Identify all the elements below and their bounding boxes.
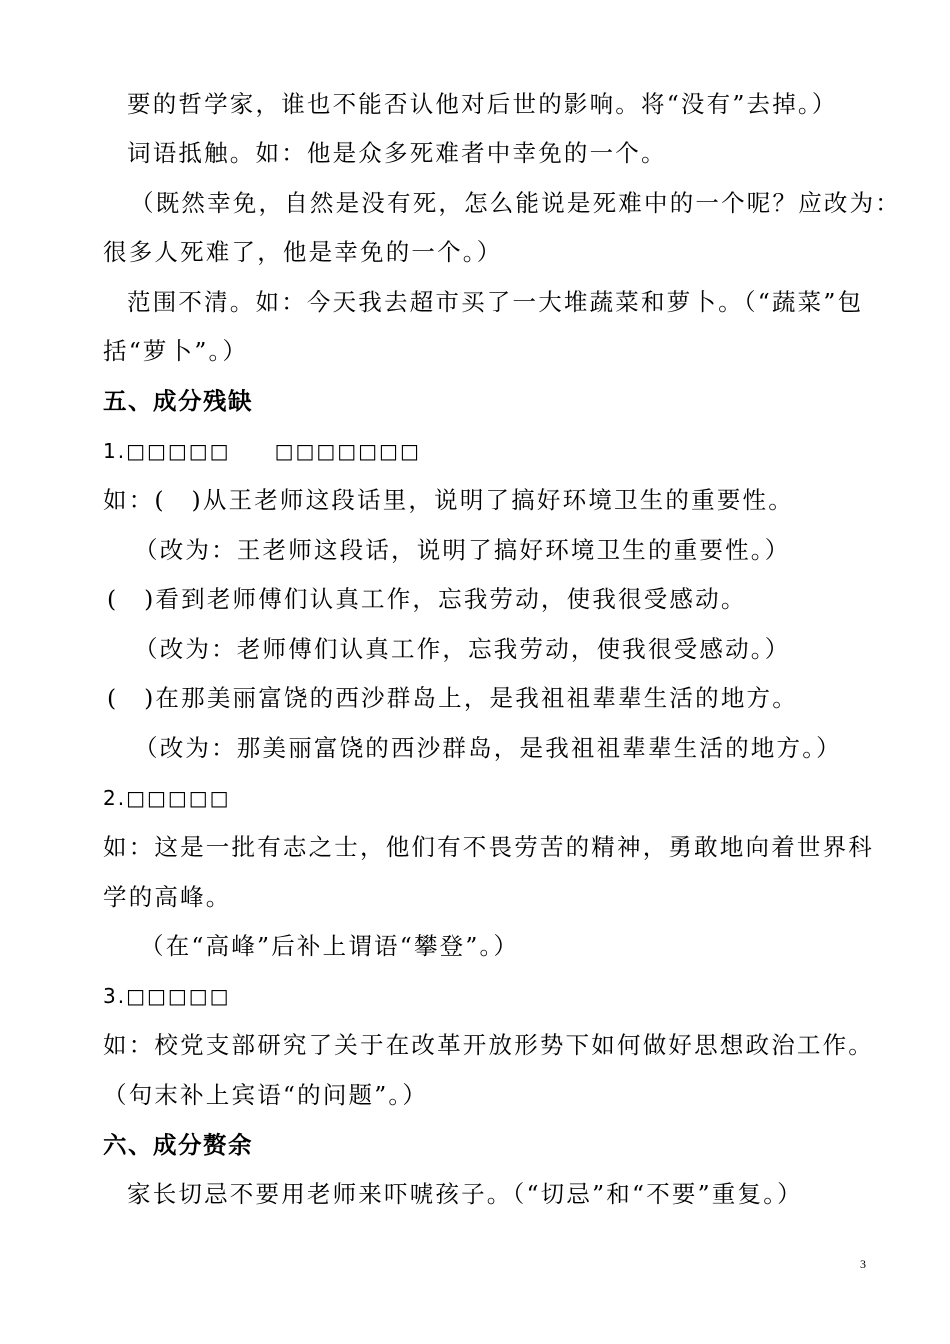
paragraph-line: 要的哲学家，谁也不能否认他对后世的影响。将“没有”去掉。） — [127, 90, 838, 118]
paragraph-line: （既然幸免，自然是没有死，怎么能说是死难中的一个呢？应改为： — [130, 189, 901, 217]
paragraph-line: （改为：王老师这段话，说明了搞好环境卫生的重要性。） — [134, 536, 791, 564]
paragraph-line: ( )看到老师傅们认真工作，忘我劳动，使我很受感动。 — [107, 585, 747, 613]
paragraph-line: 如：这是一批有志之士，他们有不畏劳苦的精神，勇敢地向着世界科 — [103, 833, 874, 861]
paragraph-line: 学的高峰。 — [103, 883, 232, 911]
paragraph-line: （句末补上宾语“的问题”。） — [103, 1081, 429, 1109]
paragraph-line: 词语抵触。如：他是众多死难者中幸免的一个。 — [127, 139, 667, 167]
paragraph-line: （改为：老师傅们认真工作，忘我劳动，使我很受感动。） — [134, 635, 791, 663]
paragraph-line: ( )在那美丽富饶的西沙群岛上，是我祖祖辈辈生活的地方。 — [107, 684, 798, 712]
subsection-heading: 2.□□□□□ — [103, 786, 231, 810]
paragraph-line: 如：( )从王老师这段话里，说明了搞好环境卫生的重要性。 — [103, 486, 794, 514]
paragraph-line: 范围不清。如：今天我去超市买了一大堆蔬菜和萝卜。（“蔬菜”包 — [127, 288, 864, 316]
section-heading: 五、成分残缺 — [103, 387, 253, 415]
subsection-heading: 3.□□□□□ — [103, 984, 231, 1008]
subsection-heading: 1.□□□□□ □□□□□□□ — [103, 439, 421, 463]
paragraph-line: 家长切忌不要用老师来吓唬孩子。（“切忌”和“不要”重复。） — [127, 1180, 803, 1208]
paragraph-line: （改为：那美丽富饶的西沙群岛，是我祖祖辈辈生活的地方。） — [134, 734, 842, 762]
section-heading: 六、成分赘余 — [103, 1131, 253, 1159]
paragraph-line: 括“萝卜”。） — [103, 337, 249, 365]
paragraph-line: 如：校党支部研究了关于在改革开放形势下如何做好思想政治工作。 — [103, 1031, 874, 1059]
page-number: 3 — [860, 1257, 866, 1271]
paragraph-line: 很多人死难了，他是幸免的一个。） — [103, 238, 503, 266]
paragraph-line: （在“高峰”后补上谓语“攀登”。） — [140, 932, 520, 960]
